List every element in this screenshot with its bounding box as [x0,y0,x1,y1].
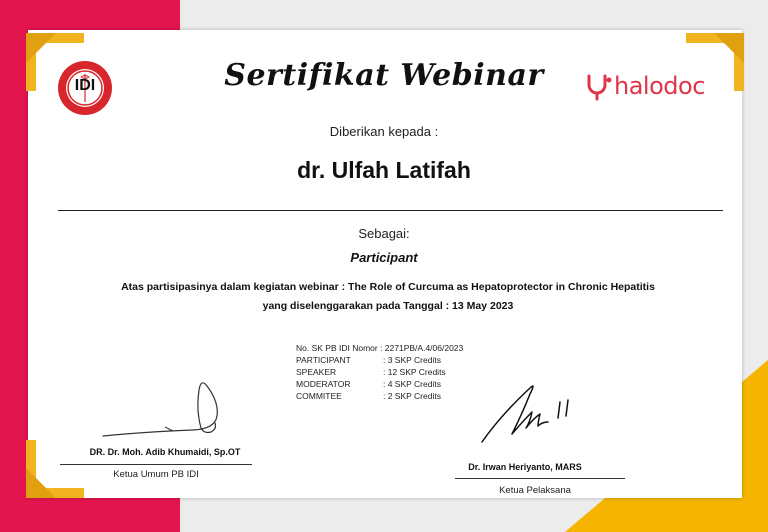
halodoc-logo-text: halodoc [614,72,705,100]
name-underline [58,210,723,211]
certificate-title: Sertifikat Webinar [224,58,544,93]
left-signature [95,380,225,442]
as-label: Sebagai: [358,226,410,241]
event-description: Atas partisipasinya dalam kegiatan webinar : The Role of Curcuma as Hepatoprotector in Chronic Hepatitis [121,281,655,293]
recipient-name: dr. Ulfah Latifah [297,157,471,183]
credit-row: PARTICIPANT : 3 SKP Credits [296,355,441,365]
right-signature [478,380,588,450]
left-signature-line [60,464,252,465]
left-signatory-name: DR. Dr. Moh. Adib Khumaidi, Sp.OT [89,447,241,457]
credit-row: MODERATOR : 4 SKP Credits [296,379,441,389]
right-signature-line [455,478,625,479]
given-to-label: Diberikan kepada : [329,124,439,139]
right-signatory-title: Ketua Pelaksana [499,485,571,496]
credit-row: SPEAKER : 12 SKP Credits [296,367,446,377]
idi-logo-text: IDI [74,77,96,94]
left-signatory-title: Ketua Umum PB IDI [113,469,199,480]
right-signatory-name: Dr. Irwan Heriyanto, MARS [468,462,582,472]
sk-number: No. SK PB IDI Nomor : 2271PB/A.4/06/2023 [296,343,464,353]
event-date: yang diselenggarakan pada Tanggal : 13 May 2023 [262,300,514,312]
role-label: Participant [350,250,418,265]
credits-block [296,342,463,402]
credit-row: COMMITEE : 2 SKP Credits [296,391,441,401]
